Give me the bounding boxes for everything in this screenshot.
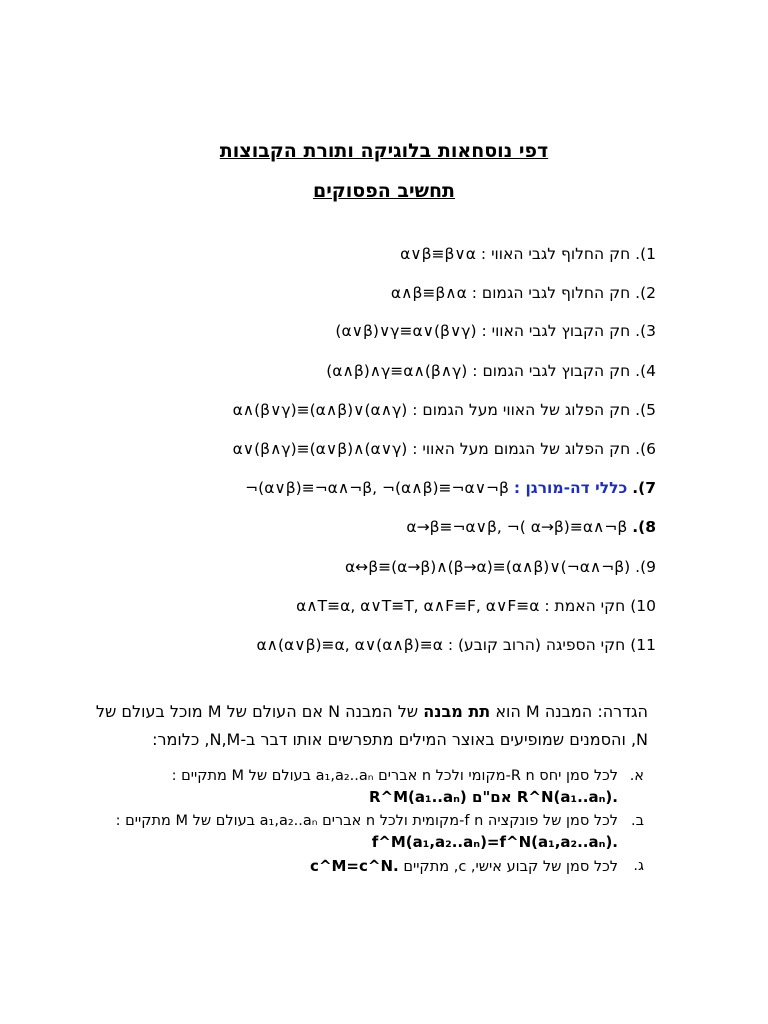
law-formula: α∧β≡β∧α xyxy=(390,284,467,302)
list-marker: ג. xyxy=(633,858,644,874)
law-text: חק החלוף לגבי הגמום : xyxy=(471,284,631,302)
section-title: תחשיב הפסוקים xyxy=(312,180,456,202)
law-formula: α∧(β∨γ)≡(α∧β)∨(α∧γ) xyxy=(232,401,408,419)
law-11 xyxy=(256,636,656,654)
law-6 xyxy=(233,440,656,458)
law-formula: α→β≡¬α∨β, ¬( α→β)≡α∧¬β xyxy=(406,518,628,536)
law-number: 5). xyxy=(635,401,656,419)
law-formula: α∨β≡β∨α xyxy=(400,245,476,263)
law-2 xyxy=(391,284,656,302)
list-item-text: לכל סמן יחס R n-מקומי ולכל n אברים a₁,a₂..aₙ בעולם של M מתקיים : xyxy=(171,768,618,784)
definition-text-2: של המבנה N אם העולם של M מוכל בעולם של N, והסמנים שמופיעים באוצר המילים מתפרשים אותו דבר ב- xyxy=(95,702,648,749)
law-formula: α∧T≡α, α∨T≡T, α∧F≡F, α∨F≡α xyxy=(296,597,540,615)
list-item-formula: f^M(a₁,a₂..aₙ)=f^N(a₁,a₂..aₙ). xyxy=(371,833,618,851)
law-9 xyxy=(345,558,656,576)
law-3 xyxy=(335,322,656,340)
law-number: 11) xyxy=(630,636,656,654)
list-item xyxy=(108,811,648,854)
law-number: 10) xyxy=(630,597,656,615)
law-text: חק החלוף לגבי האווי : xyxy=(480,245,631,263)
page-title: דפי נוסחאות בלוגיקה ותורת הקבוצות xyxy=(219,140,549,162)
law-8 xyxy=(406,518,656,536)
law-4 xyxy=(326,362,656,380)
law-formula: α↔β≡(α→β)∧(β→α)≡(α∧β)∨(¬α∧¬β) xyxy=(344,558,631,576)
law-7 xyxy=(245,479,656,497)
list-item xyxy=(108,856,648,878)
law-text: חקי הספיגה (הרוב קובע) : xyxy=(447,636,626,654)
list-item xyxy=(108,766,648,809)
law-text: חק הפלוג של האווי מעל הגמום : xyxy=(412,401,631,419)
list-marker: ב. xyxy=(631,813,644,829)
list-item-text: לכל סמן של פונקציה f n-מקומית ולכל n אברים a₁,a₂..aₙ בעולם של M מתקיים : xyxy=(115,813,618,829)
law-formula: (α∧β)∧γ≡α∧(β∧γ) xyxy=(326,362,468,380)
definition-structures: N,M xyxy=(209,730,241,749)
list-item-text: לכל סמן של קבוע אישי, c, מתקיים xyxy=(403,859,618,875)
law-5 xyxy=(233,401,656,419)
law-number: 4). xyxy=(635,362,656,380)
definition-text-3: , כלומר: xyxy=(152,730,210,749)
law-number: 8). xyxy=(632,518,656,536)
law-formula: α∨(β∧γ)≡(α∨β)∧(α∨γ) xyxy=(232,440,408,458)
law-number: 7). xyxy=(632,479,656,497)
law-text: חק הקבוץ לגבי הגמום : xyxy=(472,362,631,380)
law-text: חק הפלוג של הגמום מעל האווי : xyxy=(412,440,631,458)
law-number: 2). xyxy=(635,284,656,302)
law-1 xyxy=(400,245,656,263)
law-formula: α∧(α∨β)≡α, α∨(α∧β)≡α xyxy=(256,636,443,654)
law-text: כללי דה-מורגן : xyxy=(513,479,628,497)
law-number: 1). xyxy=(635,245,656,263)
law-number: 6). xyxy=(635,440,656,458)
definition-paragraph xyxy=(88,698,648,754)
law-formula: ¬(α∨β)≡¬α∧¬β, ¬(α∧β)≡¬α∨¬β xyxy=(245,479,509,497)
law-text: חקי האמת : xyxy=(544,597,626,615)
list-marker: א. xyxy=(629,768,644,784)
law-10 xyxy=(296,597,656,615)
list-item-formula: c^M=c^N. xyxy=(310,857,399,875)
law-number: 9). xyxy=(635,558,656,576)
definition-text-1: הגדרה: המבנה M הוא xyxy=(495,702,648,721)
definition-term: תת מבנה xyxy=(423,702,491,721)
law-formula: (α∨β)∨γ≡α∨(β∨γ) xyxy=(335,322,477,340)
law-number: 3). xyxy=(635,322,656,340)
definition-list xyxy=(108,766,648,880)
list-item-formula: R^M(a₁..aₙ) אם"ם R^N(a₁..aₙ). xyxy=(368,788,618,806)
law-text: חק הקבוץ לגבי האווי : xyxy=(481,322,631,340)
